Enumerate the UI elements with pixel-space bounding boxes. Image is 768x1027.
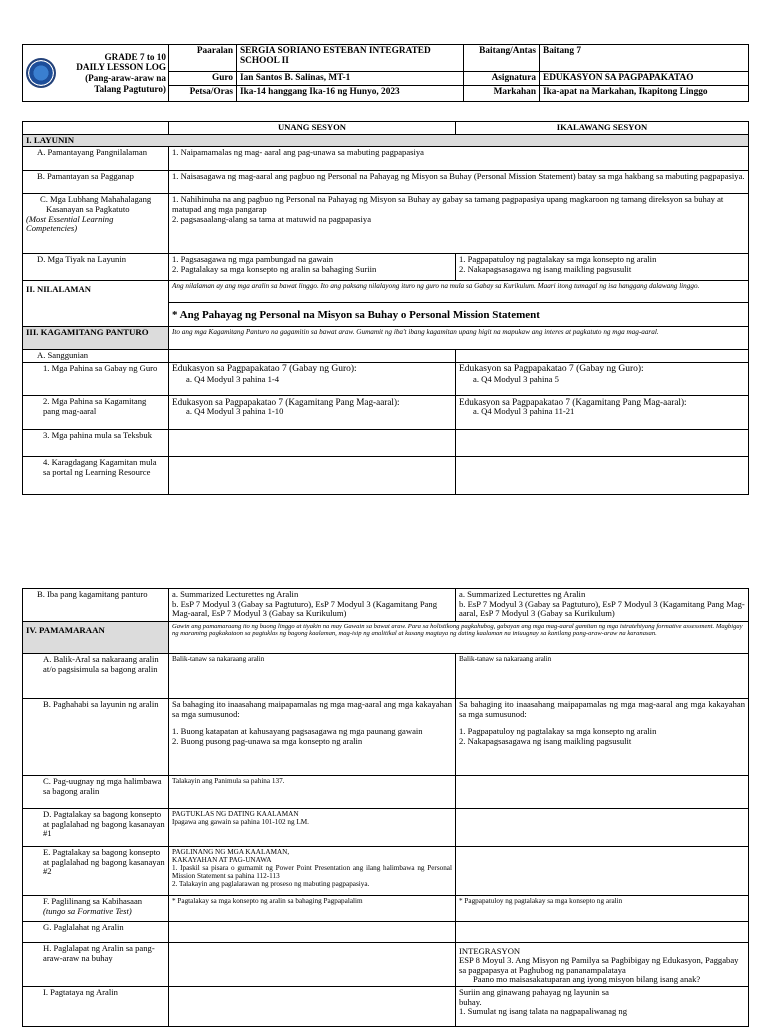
header-title-cell xyxy=(23,45,169,102)
tiyak-layunin-sesyon2: 1. Pagpapatuloy ng pagtalakay sa mga konsepto ng aralin 2. Nakapagsasagawa ng isang maikling pagsusulit xyxy=(456,254,749,281)
title-line1: GRADE 7 to 10 xyxy=(104,51,166,62)
school-seal-icon xyxy=(26,58,56,88)
melc-text: 1. Nahihinuha na ang pagbuo ng Personal na Pahayag ng Misyon sa Buhay ay gabay sa tamang pagpapasiya upang magkaroon ng tamang direksyon sa buhay at matupad ang mga pangarap 2. pagsasaalang-alang sa tama at matuwid na pagpapasiya xyxy=(169,194,749,254)
pamantayang-pangnilalaman-text: 1. Naipamamalas ng mag- aaral ang pag-unawa sa mabuting pagpapasiya xyxy=(169,147,749,171)
section-layunin: I. LAYUNIN xyxy=(23,134,749,147)
lesson-table-1 xyxy=(22,121,749,495)
pamantayan-pagganap-text: 1. Naisasagawa ng mag-aaral ang pagbuo ng Personal na Pahayag ng Misyon sa Buhay (Personal Mission Statement) batay sa mga hakbang sa mabuting pagpapasiya. xyxy=(169,171,749,194)
bagong-konsepto-2-sesyon1: PAGLINANG NG MGA KAALAMAN, KAKAYAHAN AT PAG-UNAWA 1. Ipaskil sa pisara o gumamit ng Power Point Presentation ang ilang halimbawa ng Personal Mission Statement sa pahina 112-113 2. Talakayin ang paglalarawan ng proseso ng mabuting pagpapasiya. xyxy=(169,847,456,896)
markahan-value: Ika-apat na Markahan, Ikapitong Linggo xyxy=(540,86,749,102)
markahan-label: Markahan xyxy=(464,86,540,102)
row-label-balik-aral: A. Balik-Aral sa nakaraang aralin at/o pagsisimula sa bagong aralin xyxy=(23,654,169,699)
paaralan-label: Paaralan xyxy=(169,45,237,72)
nilalaman-title: * Ang Pahayag ng Personal na Misyon sa Buhay o Personal Mission Statement xyxy=(169,303,749,327)
petsa-label: Petsa/Oras xyxy=(169,86,237,102)
row-label-kabihasaan: F. Paglilinang sa Kabihasaan (tungo sa Formative Test) xyxy=(23,896,169,922)
row-label-gabay-guro: 1. Mga Pahina sa Gabay ng Guro xyxy=(23,363,169,396)
row-label-teksbuk: 3. Mga pahina mula sa Teksbuk xyxy=(23,430,169,457)
balik-aral-sesyon1: Balik-tanaw sa nakaraang aralin xyxy=(169,654,456,699)
row-label-pamantayan-pagganap: B. Pamantayan sa Pagganap xyxy=(23,171,169,194)
title-line2: DAILY LESSON LOG xyxy=(76,62,166,73)
paghahabi-sesyon1: Sa bahaging ito inaasahang maipapamalas ng mga mag-aaral ang mga kakayahan sa mga sumusunod: 1. Buong katapatan at kahusayang pagsasagawa ng mga paunang gawain 2. Buong pusong pag-unawa sa mga konsepto ng aralin xyxy=(169,699,456,776)
nilalaman-note: Ang nilalaman ay ang mga aralin sa bawat linggo. Ito ang paksang nilalayong ituro ng guro na mula sa Gabay sa Kurikulum. Maari itong tumagal ng isa hanggang dalawang linggo. xyxy=(169,281,749,303)
row-label-karagdagang-kagamitan: 4. Karagdagang Kagamitan mula sa portal ng Learning Resource xyxy=(23,457,169,495)
row-label-bagong-konsepto-2: E. Pagtalakay sa bagong konsepto at paglalahad ng bagong kasanayan #2 xyxy=(23,847,169,896)
baitang-label: Baitang/Antas xyxy=(464,45,540,72)
title-line4: Talang Pagtuturo) xyxy=(94,83,166,94)
row-label-paghahabi: B. Paghahabi sa layunin ng aralin xyxy=(23,699,169,776)
pamamaraan-note: Gawin ang pamamaraang ito ng buong linggo at tiyakin na may Gawain sa bawat araw. Para sa holistikong pagkahubog, gabayan ang mga mag-aaral gamitan ng mga istratehiyang formative assessment. Magbigay ng maraming pagkakataon sa pagtuklas ng bagong kaalaman, mag-isip ng analitikal at kusang magtaya ng dating kaalaman na iniuugnay sa kanilang pang-araw-araw na karanasan. xyxy=(169,622,749,654)
kabihasaan-sesyon2: * Pagpapatuloy ng pagtalakay sa mga konsepto ng aralin xyxy=(456,896,749,922)
guro-label: Guro xyxy=(169,71,237,86)
gabay-guro-sesyon2: Edukasyon sa Pagpapakatao 7 (Gabay ng Guro): a. Q4 Modyul 3 pahina 5 xyxy=(456,363,749,396)
col-unang-sesyon: UNANG SESYON xyxy=(169,122,456,135)
kagamitang-mag-aaral-sesyon1: Edukasyon sa Pagpapakatao 7 (Kagamitang Pang Mag-aaral): a. Q4 Modyul 3 pahina 1-10 xyxy=(169,396,456,430)
header-table xyxy=(22,44,749,102)
lesson-table-2 xyxy=(22,588,749,1027)
gabay-guro-sesyon1: Edukasyon sa Pagpapakatao 7 (Gabay ng Guro): a. Q4 Modyul 3 pahina 1-4 xyxy=(169,363,456,396)
kagamitan-note: Ito ang mga Kagamitang Panturo na gagamitin sa bawat araw. Gumamit ng iba't ibang kagamitan upang higit na mapukaw ang interes at pagkatuto ng mga mag-aaral. xyxy=(169,327,749,350)
row-label-iba-pang-kagamitan: B. Iba pang kagamitang panturo xyxy=(23,589,169,622)
iba-kagamitan-sesyon1: a. Summarized Lecturettes ng Aralin b. EsP 7 Modyul 3 (Gabay sa Pagtuturo), EsP 7 Modyul 3 (Kagamitang Pang Mag-aaral, EsP 7 Modyul 3 (Gabay sa Kurikulum) xyxy=(169,589,456,622)
title-line3: (Pang-araw-araw na xyxy=(85,73,166,83)
row-label-pag-uugnay: C. Pag-uugnay ng mga halimbawa sa bagong aralin xyxy=(23,776,169,809)
paglalapat-sesyon2: INTEGRASYON ESP 8 Moyul 3. Ang Misyon ng Pamilya sa Pagbibigay ng Edukasyon, Paggabay sa pagpapasya at Paghubog ng pananampalataya Paano mo maisasakatuparan ang iyong misyon bilang isang anak? xyxy=(456,943,749,987)
petsa-value: Ika-14 hanggang Ika-16 ng Hunyo, 2023 xyxy=(237,86,464,102)
row-label-paglalahat: G. Paglalahat ng Aralin xyxy=(23,922,169,943)
section-nilalaman: II. NILALAMAN xyxy=(23,281,169,327)
asignatura-value: EDUKASYON SA PAGPAPAKATAO xyxy=(540,71,749,86)
asignatura-label: Asignatura xyxy=(464,71,540,86)
pagtataya-sesyon2: Suriin ang ginawang pahayag ng layunin sa buhay. 1. Sumulat ng isang talata na nagpapaliwanag ng xyxy=(456,987,749,1027)
col-ikalawang-sesyon: IKALAWANG SESYON xyxy=(456,122,749,135)
section-kagamitang-panturo: III. KAGAMITANG PANTURO xyxy=(23,327,169,350)
balik-aral-sesyon2: Balik-tanaw sa nakaraang aralin xyxy=(456,654,749,699)
row-label-pagtataya: I. Pagtataya ng Aralin xyxy=(23,987,169,1027)
row-label-bagong-konsepto-1: D. Pagtalakay sa bagong konsepto at paglalahad ng bagong kasanayan #1 xyxy=(23,809,169,847)
row-label-paglalapat: H. Paglalapat ng Aralin sa pang-araw-araw na buhay xyxy=(23,943,169,987)
guro-value: Ian Santos B. Salinas, MT-1 xyxy=(237,71,464,86)
pag-uugnay-sesyon1: Talakayin ang Panimula sa pahina 137. xyxy=(169,776,456,809)
bagong-konsepto-1-sesyon1: PAGTUKLAS NG DATING KAALAMAN Ipagawa ang gawain sa pahina 101-102 ng LM. xyxy=(169,809,456,847)
kabihasaan-sesyon1: * Pagtalakay sa mga konsepto ng aralin sa bahaging Pagpapalalim xyxy=(169,896,456,922)
row-label-tiyak-na-layunin: D. Mga Tiyak na Layunin xyxy=(23,254,169,281)
row-label-melc: C. Mga Lubhang Mahahalagang Kasanayan sa Pagkatuto (Most Essential Learning Competencies) xyxy=(23,194,169,254)
baitang-value: Baitang 7 xyxy=(540,45,749,72)
row-label-pamantayang-pangnilalaman: A. Pamantayang Pangnilalaman xyxy=(23,147,169,171)
section-pamamaraan: IV. PAMAMARAAN xyxy=(23,622,169,654)
row-label-kagamitang-mag-aaral: 2. Mga Pahina sa Kagamitang pang mag-aaral xyxy=(23,396,169,430)
iba-kagamitan-sesyon2: a. Summarized Lecturettes ng Aralin b. EsP 7 Modyul 3 (Gabay sa Pagtuturo), EsP 7 Modyul 3 (Kagamitang Pang Mag-aaral, EsP 7 Modyul 3 (Gabay sa Kurikulum) xyxy=(456,589,749,622)
kagamitang-mag-aaral-sesyon2: Edukasyon sa Pagpapakatao 7 (Kagamitang Pang Mag-aaral): a. Q4 Modyul 3 pahina 11-21 xyxy=(456,396,749,430)
paghahabi-sesyon2: Sa bahaging ito inaasahang maipapamalas ng mga mag-aaral ang mga kakayahan sa mga sumusunod: 1. Pagpapatuloy ng pagtalakay sa mga konsepto ng aralin 2. Nakapagsasagawa ng isang maikling pagsusulit xyxy=(456,699,749,776)
tiyak-layunin-sesyon1: 1. Pagsasagawa ng mga pambungad na gawain 2. Pagtalakay sa mga konsepto ng aralin sa bahaging Suriin xyxy=(169,254,456,281)
row-label-sanggunian: A. Sanggunian xyxy=(23,350,169,363)
paaralan-value: SERGIA SORIANO ESTEBAN INTEGRATED SCHOOL II xyxy=(237,45,464,72)
